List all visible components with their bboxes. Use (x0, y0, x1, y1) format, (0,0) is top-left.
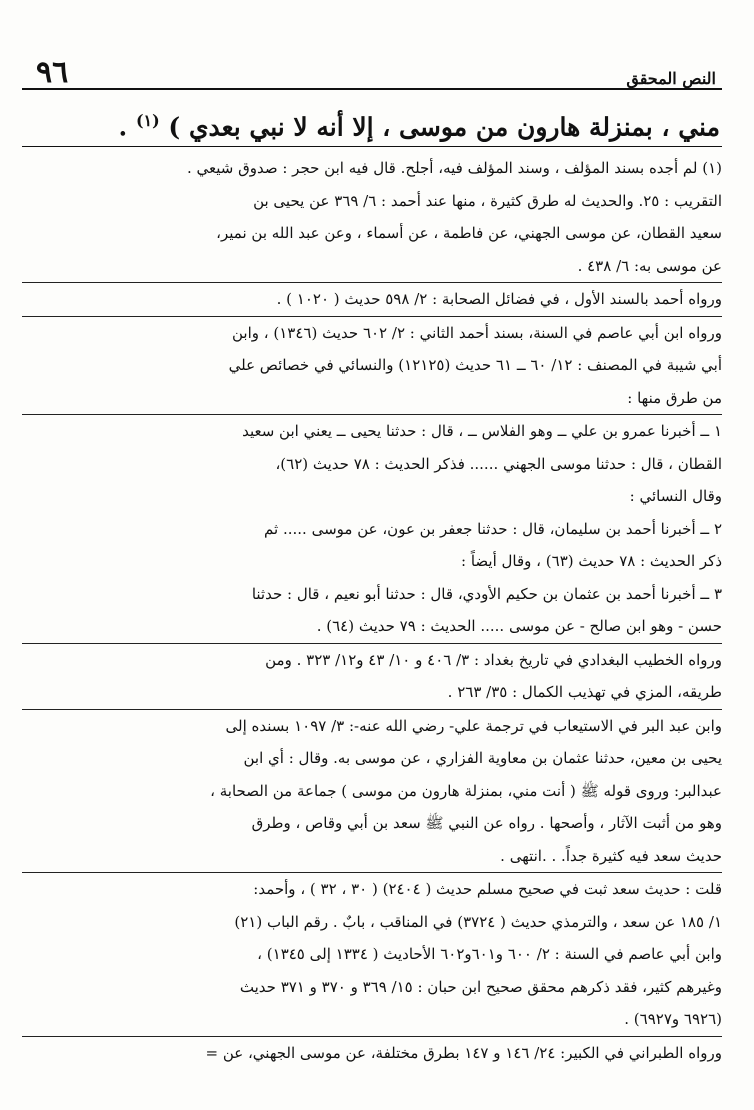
footnote-line: (٦٩٢٦ و٦٩٢٧) . (22, 1003, 722, 1037)
footnote-line: يحيى بن معين، حدثنا عثمان بن معاوية الفزاري ، عن موسى به. وقال : أي ابن (243, 749, 722, 767)
footnote-line: عن موسى به: ٦/ ٤٣٨ . (22, 250, 722, 284)
footnote-line: ١/ ١٨٥ عن سعد ، والترمذي حديث ( ٣٧٢٤) في المناقب ، بابٌ . رقم الباب (٢١) (234, 912, 722, 931)
footnote-line: سعيد القطان، عن موسى الجهني، عن فاطمة ، عن أسماء ، وعن عبد الله بن نمير، (216, 224, 722, 242)
main-text: مني ، بمنزلة هارون من موسى ، إلا أنه لا نبي بعدي ) (159, 112, 720, 142)
footnotes (22, 152, 722, 1062)
header-rule (22, 88, 722, 90)
footnote-line: ٢ ــ أخبرنا أحمد بن سليمان، قال : حدثنا جعفر بن عون، عن موسى ..... ثم (264, 519, 722, 538)
footnote-line: (١) لم أجده بسند المؤلف ، وسند المؤلف فيه، أجلح. قال فيه ابن حجر : صدوق شيعي . (186, 159, 722, 177)
footnote-line: قلت : حديث سعد ثبت في صحيح مسلم حديث ( ٢٤٠٤) ( ٣٠ ، ٣٢ ) ، وأحمد: (253, 880, 722, 898)
footnote-line: ١ ــ أخبرنا عمرو بن علي ــ وهو الفلاس ــ ، قال : حدثنا يحيى ــ يعني ابن سعيد (242, 422, 722, 440)
footnote-line: وابن أبي عاصم في السنة : ٢/ ٦٠٠ و٦٠١و٦٠٢ الأحاديث ( ١٣٣٤ إلى ١٣٤٥) ، (257, 945, 722, 963)
footnote-line: حديث سعد فيه كثيرة جداً. . .انتهى . (22, 840, 722, 874)
running-title: النص المحقق (626, 69, 716, 88)
footnote-line: ورواه ابن أبي عاصم في السنة، بسند أحمد الثاني : ٢/ ٦٠٢ حديث (١٣٤٦) ، وابن (232, 323, 722, 342)
footnote-line: وقال النسائي : (629, 487, 722, 505)
footnote-line: ذكر الحديث : ٧٨ حديث (٦٣) ، وقال أيضاً : (461, 552, 722, 570)
footnote-line: ٣ ــ أخبرنا أحمد بن عثمان بن حكيم الأودي، قال : حدثنا أبو نعيم ، قال : حدثنا (251, 584, 722, 603)
footnote-line: التقريب : ٢٥. والحديث له طرق كثيرة ، منها عند أحمد : ٦/ ٣٦٩ عن يحيى بن (253, 191, 722, 210)
footnote-line: أبي شيبة في المصنف : ١٢/ ٦٠ ــ ٦١ حديث (١٢١٢٥) والنسائي في خصائص علي (228, 356, 722, 374)
footnote-reference: (١) (135, 111, 160, 130)
page-number: ٩٦ (36, 55, 69, 90)
footnote-line: ورواه أحمد بالسند الأول ، في فضائل الصحابة : ٢/ ٥٩٨ حديث ( ١٠٢٠ ) . (22, 283, 722, 317)
page-header (26, 50, 716, 88)
main-text-end: . (118, 112, 136, 142)
footnote-line: وهو من أثبت الآثار ، وأصحها . رواه عن النبي ﷺ سعد بن أبي وقاص ، وطرق (251, 814, 722, 832)
main-text-line (22, 98, 720, 144)
footnote-line: وغيرهم كثير، فقد ذكرهم محقق صحيح ابن حبان : ١٥/ ٣٦٩ و ٣٧٠ و ٣٧١ حديث (239, 977, 722, 996)
footnote-line: حسن - وهو ابن صالح - عن موسى ..... الحديث : ٧٩ حديث (٦٤) . (22, 610, 722, 644)
footnote-line: عبدالبر: وروى قوله ﷺ ( أنت مني، بمنزلة هارون من موسى ) جماعة من الصحابة ، (210, 781, 722, 800)
footnote-line: وابن عبد البر في الاستيعاب في ترجمة علي- رضي الله عنه-: ٣/ ١٠٩٧ بسنده إلى (225, 716, 722, 735)
footnote-line: ورواه الطبراني في الكبير: ٢٤/ ١٤٦ و ١٤٧ بطرق مختلفة، عن موسى الجهني، عن = (205, 1043, 722, 1062)
footnote-line: ورواه الخطيب البغدادي في تاريخ بغداد : ٣/ ٤٠٦ و ١٠/ ٤٣ و١٢/ ٣٢٣ . ومن (265, 650, 722, 669)
footnote-line: من طرق منها : (22, 382, 722, 416)
footnote-separator (22, 146, 722, 147)
footnote-line: القطان ، قال : حدثنا موسى الجهني ...... فذكر الحديث : ٧٨ حديث (٦٢)، (275, 454, 722, 473)
footnote-line: طريقه، المزي في تهذيب الكمال : ٣٥/ ٢٦٣ . (22, 676, 722, 710)
